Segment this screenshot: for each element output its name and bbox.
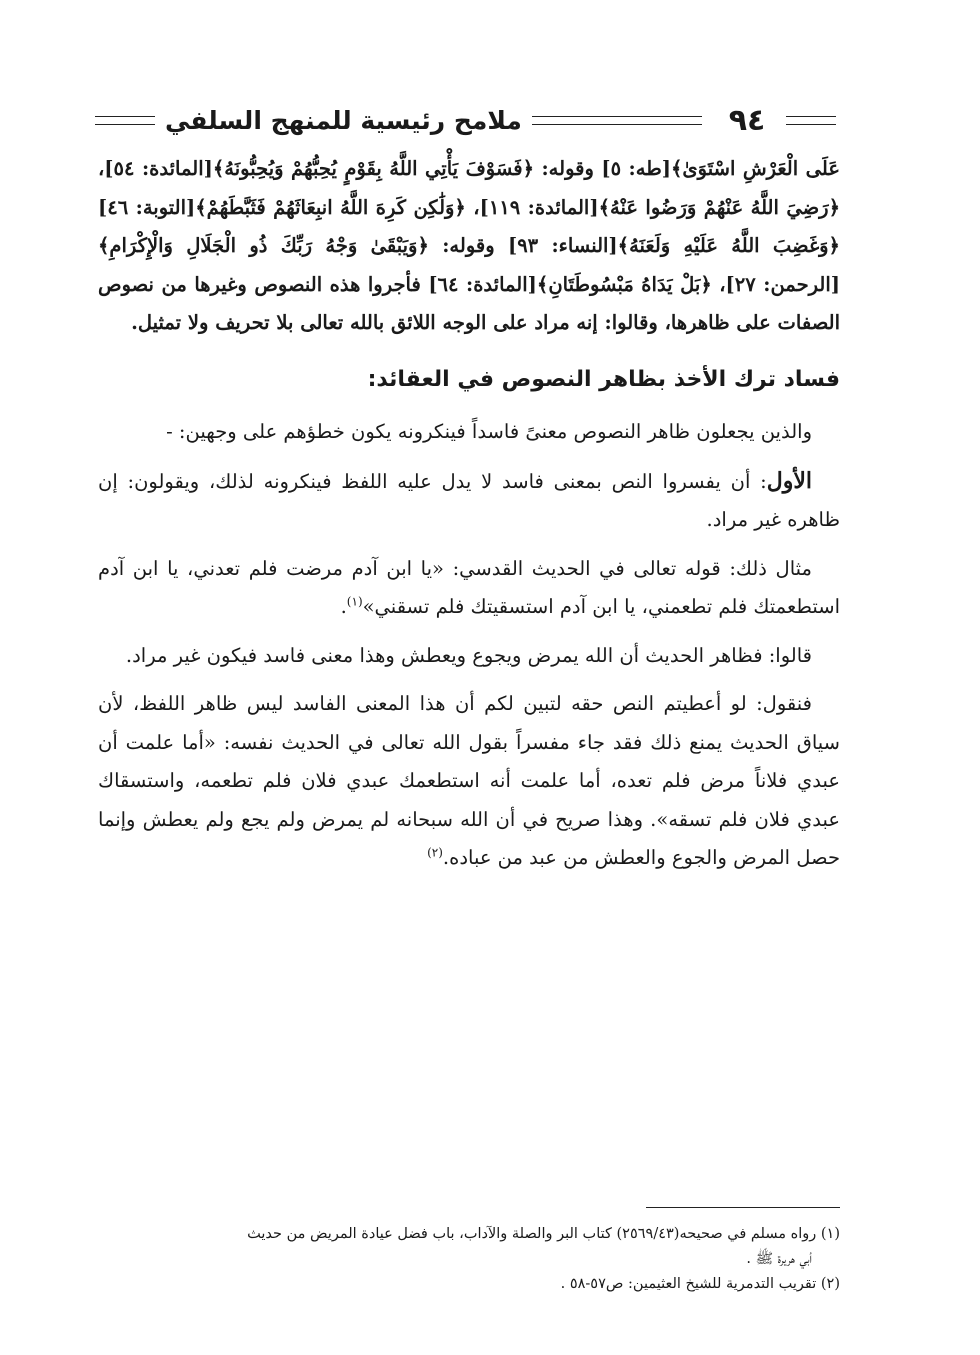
paragraph-response [98,685,840,878]
footnote-separator [646,1207,840,1208]
page-number: ٩٤ [728,102,766,138]
paragraph-example-text: مثال ذلك: قوله تعالى في الحديث القدسي: «يا ابن آدم مرضت فلم تعدني، يا ابن آدم استطعمتك فلم تطعمني، يا ابن آدم استسقيتك فلم تسقني» [98,556,840,618]
footnote-ref-1[interactable]: (١) [346,594,363,609]
header-rule-right [786,116,836,125]
body-text [98,150,840,878]
footnote-1-continuation: أبي هريرة ﷺ . [746,1251,812,1267]
paragraph-first-point [98,462,840,540]
paragraph-example: مثال ذلك: قوله تعالى في الحديث القدسي: «يا ابن آدم مرضت فلم تعدني، يا ابن آدم استطعمتك فلم تطعمني، يا ابن آدم استسقيتك فلم تسقني»$^{(١)}$. [98,556,840,618]
running-title: ملامح رئيسية للمنهج السلفي [165,105,522,135]
footnotes [98,1222,840,1297]
header-rule-middle [532,116,702,125]
paragraph-first-point-text: : أن يفسروا النص بمعنى فاسد لا يدل عليه اللفظ فينكرونه لذلك، ويقولون: إن ظاهره غير مراد. [98,469,840,531]
header-rule-left [95,116,155,125]
paragraph-intro: والذين يجعلون ظاهر النصوص معنىً فاسداً فينكرونه يكون خطؤهم على وجهين: - [166,420,812,443]
footnote-1: (١) رواه مسلم في صحيحه(٢٥٦٩/٤٣) كتاب البر والصلة والآداب، باب فضل عيادة المريض من حديث [247,1226,840,1242]
page-header [95,100,840,140]
paragraph-claim: قالوا: فظاهر الحديث أن الله يمرض ويجوع ويعطش وهذا معنى فاسد فيكون غير مراد. [125,643,812,667]
paragraph-lead-word: الأول [766,467,812,494]
paragraph-quran-verses: عَلَى الْعَرْشِ اسْتَوَىٰ﴾[طه: ٥] وقوله: ﴿فَسَوْفَ يَأْتِي اللَّهُ بِقَوْمٍ يُحِبُّهُمْ وَيُحِبُّونَهُ﴾[المائدة: ٥٤]، ﴿رَضِيَ اللَّهُ عَنْهُمْ وَرَضُوا عَنْهُ﴾[المائدة: ١١٩]، ﴿وَلَٰكِن كَرِهَ اللَّهُ انبِعَاثَهُمْ فَثَبَّطَهُمْ﴾[التوبة: ٤٦] ﴿وَغَضِبَ اللَّهُ عَلَيْهِ وَلَعَنَهُ﴾[النساء: ٩٣] وقوله: ﴿وَيَبْقَىٰ وَجْهُ رَبِّكَ ذُو الْجَلَالِ وَالْإِكْرَامِ﴾[الرحمن: ٢٧]، ﴿بَلْ يَدَاهُ مَبْسُوطَتَانِ﴾[المائدة: ٦٤] فأجروا هذه النصوص وغيرها من نصوص الصفات على ظاهرها، وقالوا: إنه مراد على الوجه اللائق بالله تعالى بلا تحريف ولا تمثيل. [98,157,840,334]
section-heading: فساد ترك الأخذ بظاهر النصوص في العقائد: [367,366,840,392]
footnote-ref-2[interactable]: (٢) [427,845,443,860]
paragraph-response-text: فنقول: لو أعطيتم النص حقه لتبين لكم أن هذا المعنى الفاسد ليس ظاهر اللفظ، لأن سياق الحديث يمنع ذلك فقد جاء مفسراً بقول الله تعالى في الحديث نفسه: «أما علمت أن عبدي فلاناً مرض فلم تعده، أما علمت أنه استطعمك عبدي فلان فلم تطعمه، واستسقاك عبدي فلان فلم تسقه». وهذا صريح في أن الله سبحانه لم يمرض ولم يجع ولم يعطش وإنما حصل المرض والجوع والعطش من عبد من عباده. [98,692,840,869]
footnote-2: (٢) تقريب التدمرية للشيخ العثيمين: ص٥٧-٥٨ . [560,1276,840,1292]
